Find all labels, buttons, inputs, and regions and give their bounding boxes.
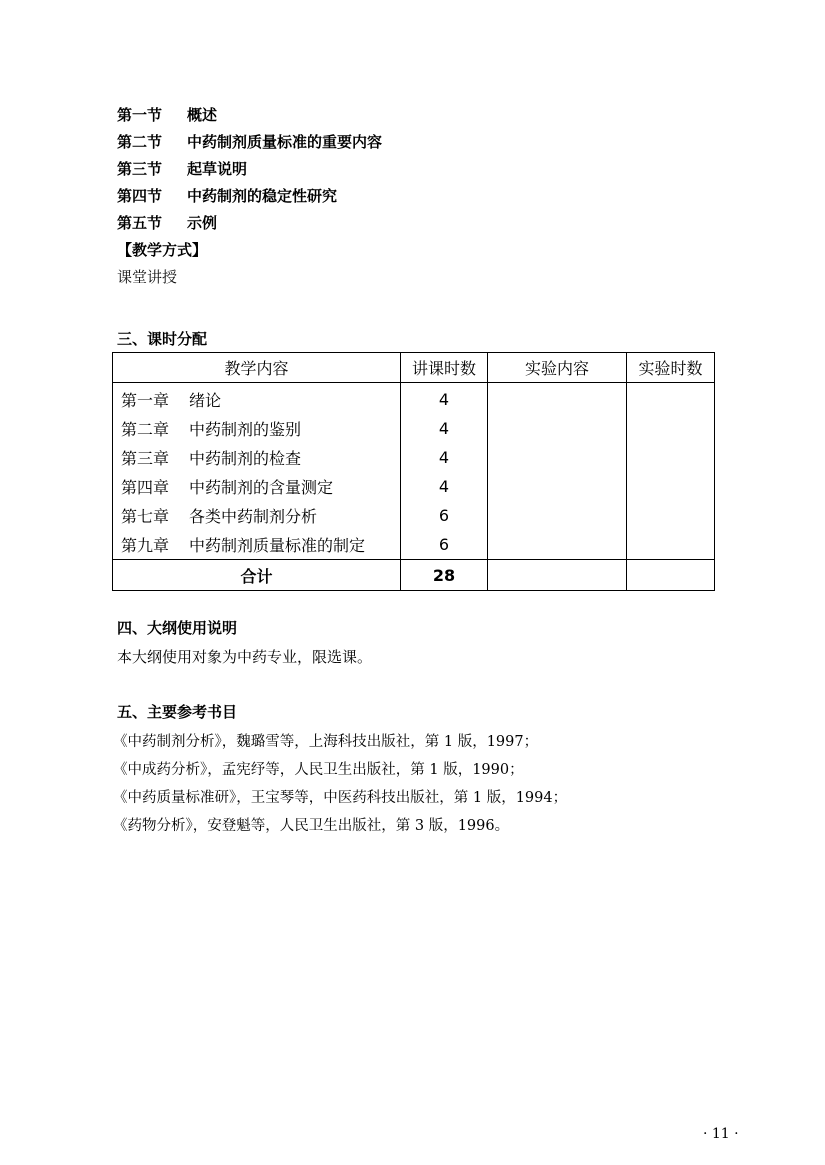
hours-heading: 三、课时分配: [117, 330, 208, 348]
lab-hours-cell: [627, 383, 715, 415]
header-content: 教学内容: [113, 353, 401, 383]
hours-table: [112, 352, 715, 591]
lecture-hours-cell: 4: [401, 443, 488, 472]
lab-content-cell: [488, 530, 627, 560]
lab-content-cell: [488, 383, 627, 415]
table-row: [113, 472, 715, 501]
section-title: 起草说明: [187, 160, 248, 178]
total-lab-hours: [627, 560, 715, 591]
lecture-hours-cell: 4: [401, 472, 488, 501]
header-lab-content: 实验内容: [488, 353, 627, 383]
chapter-number: 第三章: [121, 449, 170, 468]
lecture-hours-cell: 4: [401, 414, 488, 443]
lecture-hours-cell: 6: [401, 501, 488, 530]
header-lecture-hours: 讲课时数: [401, 353, 488, 383]
lab-content-cell: [488, 501, 627, 530]
total-lecture-hours: 28: [401, 560, 488, 591]
section-list: [117, 102, 382, 291]
chapter-cell: [113, 530, 401, 560]
reference-item: 《中成药分析》，孟宪纾等，人民卫生出版社，第 1 版，1990；: [113, 762, 524, 778]
chapter-number: 第七章: [121, 507, 170, 526]
section-title: 示例: [187, 214, 218, 232]
usage-text: 本大纲使用对象为中药专业，限选课。: [117, 648, 373, 666]
table-total-row: [113, 560, 715, 591]
reference-item: 《药物分析》，安登魁等，人民卫生出版社，第 3 版，1996。: [113, 818, 510, 834]
section-item: [117, 183, 382, 210]
teaching-method-text: 课堂讲授: [117, 268, 178, 286]
lecture-hours-cell: 6: [401, 530, 488, 560]
section-item: [117, 210, 382, 237]
chapter-cell: [113, 383, 401, 415]
table-header-row: [113, 353, 715, 383]
table-row: [113, 501, 715, 530]
reference-item: 《中药质量标准研》，王宝琴等，中医药科技出版社，第 1 版，1994；: [113, 790, 568, 806]
section-title: 中药制剂质量标准的重要内容: [187, 133, 383, 151]
chapter-cell: [113, 414, 401, 443]
lab-hours-cell: [627, 530, 715, 560]
table-row: [113, 414, 715, 443]
chapter-number: 第二章: [121, 420, 170, 439]
lab-hours-cell: [627, 472, 715, 501]
section-number: 第二节: [117, 133, 163, 151]
chapter-title: 中药制剂的鉴别: [189, 420, 302, 439]
usage-heading: 四、大纲使用说明: [117, 619, 238, 637]
table-row: [113, 383, 715, 415]
reference-item: 《中药制剂分析》，魏璐雪等，上海科技出版社，第 1 版，1997；: [113, 734, 539, 750]
lecture-hours-cell: 4: [401, 383, 488, 415]
lab-content-cell: [488, 443, 627, 472]
section-number: 第五节: [117, 214, 163, 232]
chapter-title: 中药制剂的检查: [189, 449, 302, 468]
table-row: [113, 530, 715, 560]
chapter-title: 中药制剂质量标准的制定: [189, 536, 366, 555]
section-number: 第三节: [117, 160, 163, 178]
section-title: 概述: [187, 106, 218, 124]
chapter-cell: [113, 472, 401, 501]
chapter-number: 第九章: [121, 536, 170, 555]
lab-hours-cell: [627, 443, 715, 472]
chapter-title: 绪论: [189, 391, 222, 410]
total-lab-content: [488, 560, 627, 591]
section-number: 第一节: [117, 106, 163, 124]
chapter-number: 第四章: [121, 478, 170, 497]
section-title: 中药制剂的稳定性研究: [187, 187, 338, 205]
header-lab-hours: 实验时数: [627, 353, 715, 383]
lab-hours-cell: [627, 501, 715, 530]
chapter-cell: [113, 501, 401, 530]
chapter-number: 第一章: [121, 391, 170, 410]
reference-list: [113, 728, 567, 840]
section-item: [117, 102, 382, 129]
chapter-title: 各类中药制剂分析: [189, 507, 318, 526]
lab-hours-cell: [627, 414, 715, 443]
lab-content-cell: [488, 414, 627, 443]
section-number: 第四节: [117, 187, 163, 205]
lab-content-cell: [488, 472, 627, 501]
total-label: 合计: [113, 560, 401, 591]
section-item: [117, 129, 382, 156]
chapter-title: 中药制剂的含量测定: [189, 478, 334, 497]
section-item: [117, 156, 382, 183]
references-heading: 五、主要参考书目: [117, 703, 238, 721]
table-row: [113, 443, 715, 472]
teaching-method-heading: 【教学方式】: [117, 241, 208, 259]
chapter-cell: [113, 443, 401, 472]
page-number: · 11 ·: [703, 1126, 739, 1142]
